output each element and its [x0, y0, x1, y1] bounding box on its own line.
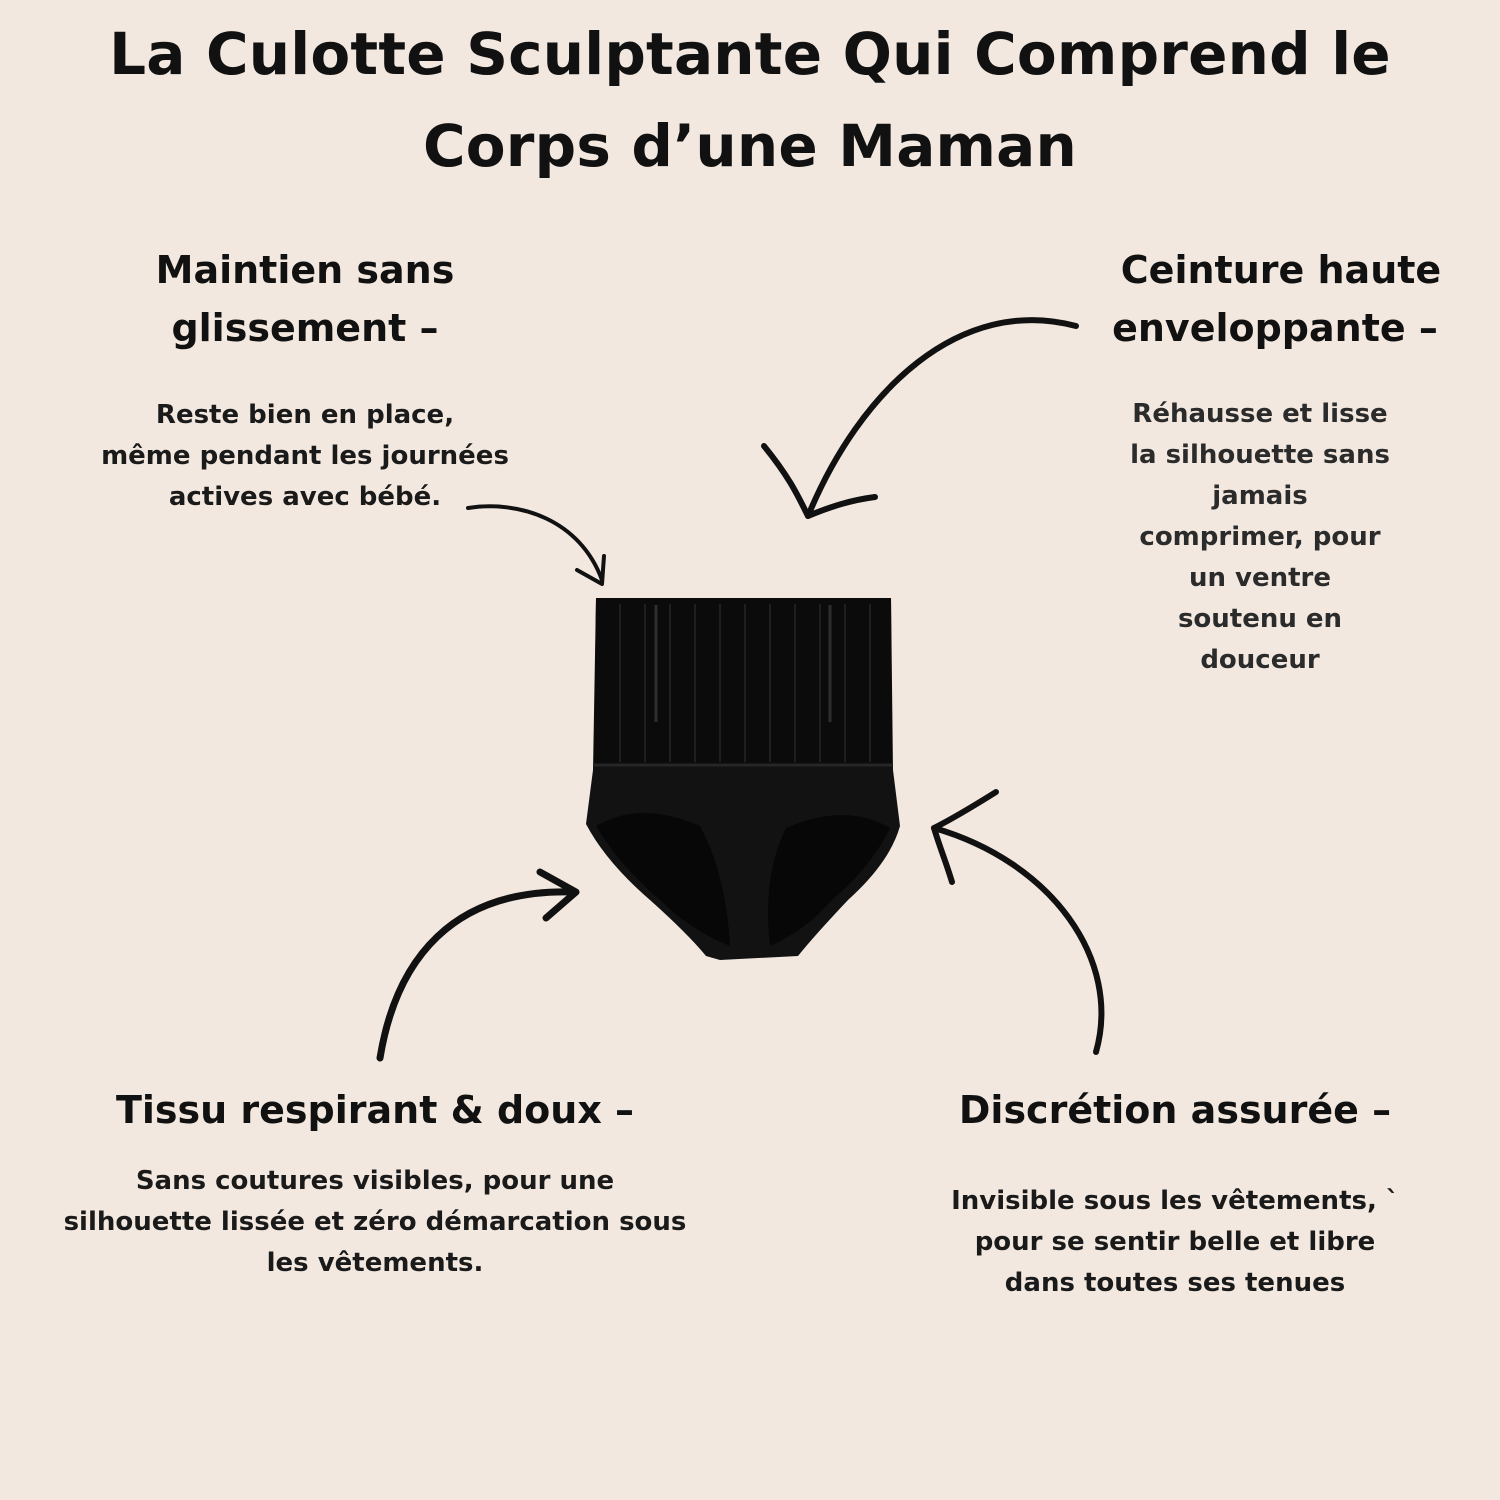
feature-no-slip-body-line: Reste bien en place, [155, 400, 455, 430]
feature-discretion-body-line: pour se sentir belle et libre [974, 1227, 1376, 1257]
feature-discretion-heading-line-1: Discrétion assurée – [958, 1088, 1392, 1132]
shaping-brief-image [586, 598, 900, 960]
feature-no-slip-body-line: même pendant les journées [101, 441, 509, 471]
brief-waistband [594, 598, 892, 765]
title-line-1: La Culotte Sculptante Qui Comprend le [109, 20, 1391, 88]
feature-no-slip-body-line: actives avec bébé. [168, 482, 442, 512]
feature-no-slip-heading-line-1: Maintien sans [155, 248, 455, 292]
feature-high-waist-body-line: la silhouette sans [1130, 440, 1390, 470]
feature-discretion-body-line: Invisible sous les vêtements, ` [951, 1186, 1399, 1216]
feature-breathable-fabric-heading-line-1: Tissu respirant & doux – [115, 1088, 635, 1132]
feature-breathable-fabric-body-line: Sans coutures visibles, pour une [135, 1166, 615, 1196]
feature-high-waist-body-line: Réhausse et lisse [1132, 399, 1388, 429]
arrow-bottom-right [934, 792, 1101, 1052]
title-line-2: Corps d’une Maman [422, 112, 1078, 180]
feature-high-waist-body-line: un ventre [1188, 563, 1332, 593]
feature-no-slip-heading-line-2: glissement – [171, 306, 439, 350]
arrow-bottom-left [380, 872, 576, 1058]
feature-breathable-fabric-body-line: silhouette lissée et zéro démarcation sous [63, 1207, 687, 1237]
feature-breathable-fabric-body-line: les vêtements. [266, 1248, 484, 1278]
feature-discretion-body-line: dans toutes ses tenues [1004, 1268, 1346, 1298]
arrow-top-left [468, 506, 604, 584]
feature-high-waist-body-line: soutenu en [1177, 604, 1343, 634]
brief-leg-opening-right [768, 815, 890, 946]
feature-high-waist-heading-line-2: enveloppante – [1112, 306, 1438, 350]
feature-high-waist-body-line: douceur [1200, 645, 1320, 675]
arrow-top-right [764, 320, 1076, 516]
feature-high-waist-body-line: comprimer, pour [1139, 522, 1381, 552]
feature-high-waist-heading-line-1: Ceinture haute [1120, 248, 1442, 292]
feature-high-waist-body-line: jamais [1212, 481, 1308, 511]
